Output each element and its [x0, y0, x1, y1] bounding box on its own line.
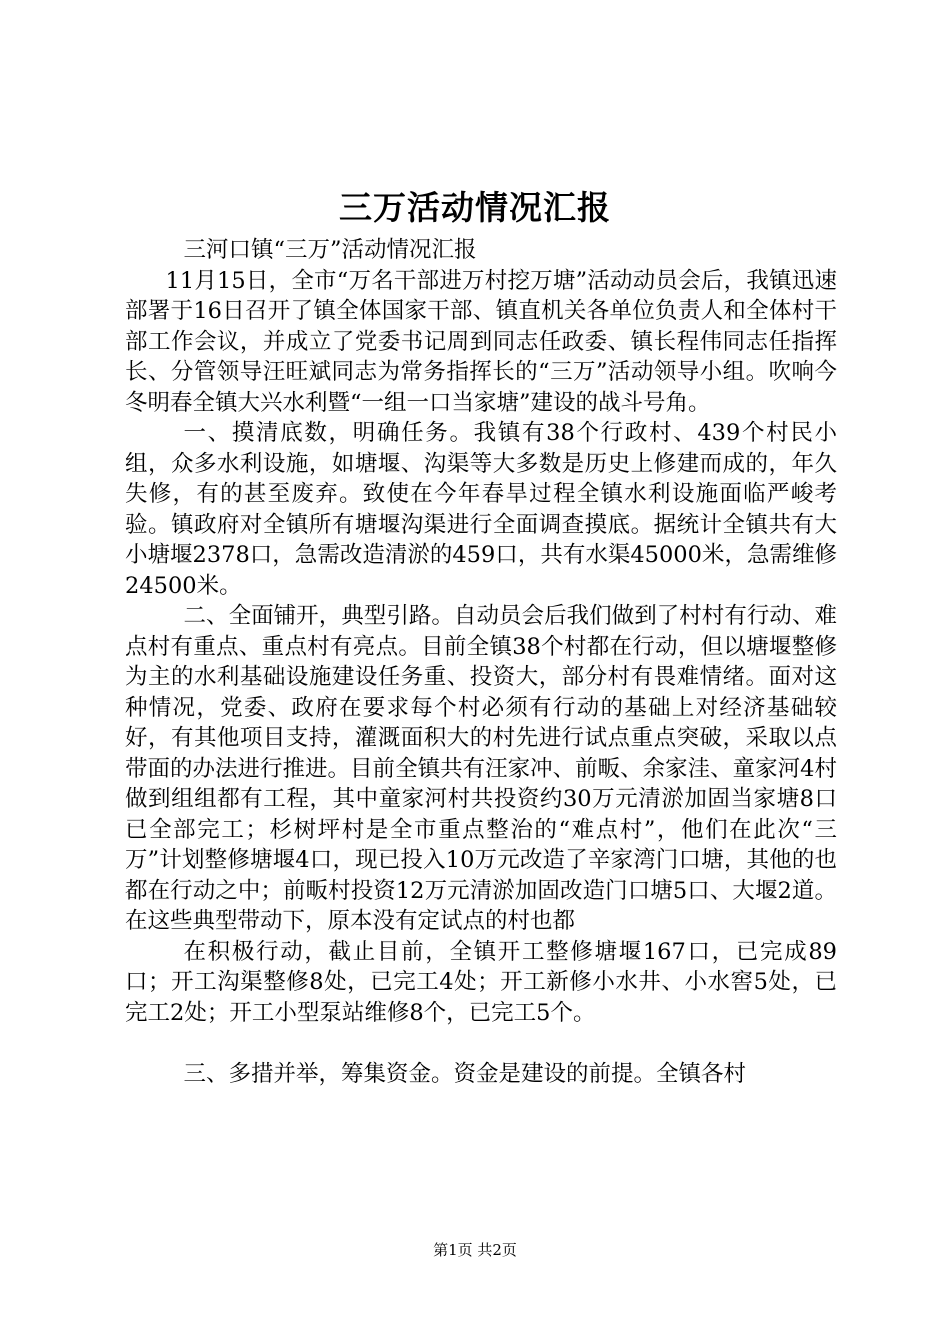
paragraph-3: 二、全面铺开，典型引路。自动员会后我们做到了村村有行动、难点村有重点、重点村有亮点。目前全镇38个村都在行动，但以塘堰整修为主的水利基础设施建设任务重、投资大，部分村有畏难情绪。面对这种情况，党委、政府在要求每个村必须有行动的基础上对经济基础较好，有其他项目支持，灌溉面积大的村先进行试点重点突破，采取以点带面的办法进行推进。目前全镇共有汪家冲、前畈、余家洼、童家河4村做到组组都有工程，其中童家河村共投资约30万元清淤加固当家塘8口已全部完工；杉树坪村是全市重点整治的“难点村”，他们在此次“三万”计划整修塘堰4口，现已投入10万元改造了辛家湾门口塘，其他的也都在行动之中；前畈村投资12万元清淤加固改造门口塘5口、大堰2道。在这些典型带动下，原本没有定试点的村也都	[125, 603, 837, 934]
paragraph-spacer	[125, 1028, 837, 1059]
paragraph-2: 一、摸清底数，明确任务。我镇有38个行政村、439个村民小组，众多水利设施，如塘堰、沟渠等大多数是历史上修建而成的，年久失修，有的甚至废弃。致使在今年春旱过程全镇水利设施面临严峻考验。镇政府对全镇所有塘堰沟渠进行全面调查摸底。据统计全镇共有大小塘堰2378口，急需改造清淤的459口，共有水渠45000米，急需维修24500米。	[125, 420, 837, 599]
paragraph-5: 三、多措并举，筹集资金。资金是建设的前提。全镇各村	[183, 1061, 747, 1087]
paragraph-4: 在积极行动，截止目前，全镇开工整修塘堰167口，已完成89口；开工沟渠整修8处，已完工4处；开工新修小水井、小水窖5处，已完工2处；开工小型泵站维修8个，已完工5个。	[125, 938, 837, 1026]
page-footer: 第1页 共2页	[433, 1241, 517, 1259]
document-subtitle: 三河口镇“三万”活动情况汇报	[183, 237, 477, 263]
document-body	[125, 235, 837, 1090]
document-title: 三万活动情况汇报	[339, 188, 611, 227]
paragraph-1: 11月15日，全市“万名干部进万村挖万塘”活动动员会后，我镇迅速部署于16日召开了镇全体国家干部、镇直机关各单位负责人和全体村干部工作会议，并成立了党委书记周到同志任政委、镇长程伟同志任指挥长、分管领导汪旺斌同志为常务指挥长的“三万”活动领导小组。吹响今冬明春全镇大兴水利暨“一组一口当家塘”建设的战斗号角。	[125, 267, 837, 416]
